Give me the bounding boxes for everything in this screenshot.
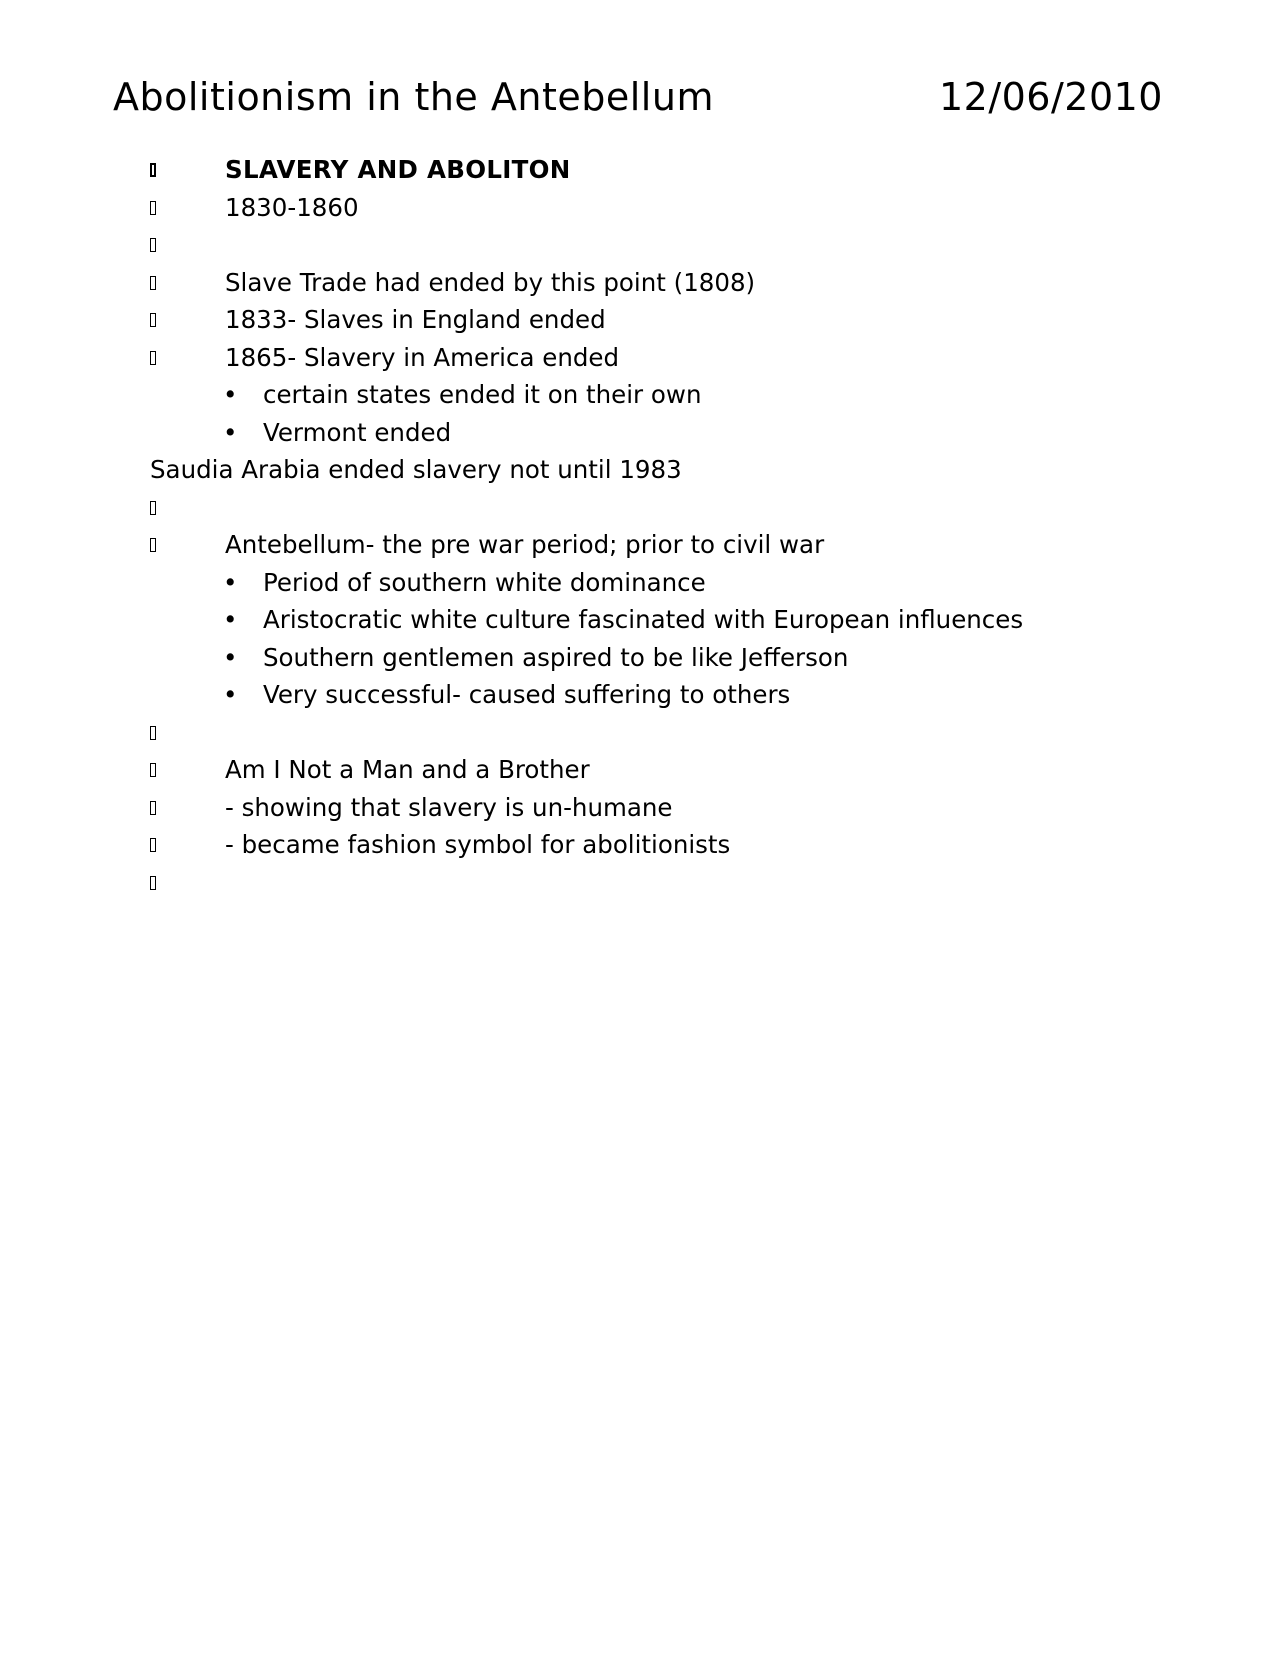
- note-text: Saudia Arabia ended slavery not until 1983: [150, 455, 682, 484]
- document-date: 12/06/2010: [938, 75, 1163, 119]
- note-line: [150, 451, 1210, 489]
- note-line: [150, 526, 1210, 564]
- sub-bullet-item: [150, 414, 1210, 452]
- sub-bullet-item: [150, 601, 1210, 639]
- note-line: [150, 751, 1210, 789]
- note-text: certain states ended it on their own: [263, 380, 702, 409]
- note-text: 1830-1860: [225, 192, 359, 222]
- note-text: Very successful- caused suffering to others: [263, 680, 791, 709]
- note-line: [150, 789, 1210, 827]
- note-line: [150, 301, 1210, 339]
- bullet-dot-icon: •: [223, 642, 238, 672]
- missing-glyph-bullet-icon: [150, 163, 156, 177]
- missing-glyph-bullet-icon: [150, 276, 156, 290]
- document-title: Abolitionism in the Antebellum: [113, 75, 714, 119]
- missing-glyph-bullet-icon: [150, 313, 156, 327]
- note-line: [150, 189, 1210, 227]
- missing-glyph-bullet-icon: [150, 201, 156, 215]
- document-header: [113, 72, 1163, 122]
- note-text: Antebellum- the pre war period; prior to civil war: [225, 530, 825, 559]
- missing-glyph-bullet-icon: [150, 838, 156, 852]
- note-line: [150, 339, 1210, 377]
- missing-glyph-bullet-icon: [150, 238, 156, 252]
- note-text: Period of southern white dominance: [263, 567, 706, 597]
- note-line: [150, 264, 1210, 302]
- note-text: - became fashion symbol for abolitionists: [225, 830, 731, 859]
- note-text: Slave Trade had ended by this point (1808): [225, 267, 756, 297]
- note-line: [150, 151, 1210, 189]
- sub-bullet-item: [150, 564, 1210, 602]
- note-line: [150, 864, 1210, 902]
- note-line: [150, 226, 1210, 264]
- note-line: [150, 714, 1210, 752]
- missing-glyph-bullet-icon: [150, 538, 156, 552]
- note-text: Vermont ended: [263, 417, 452, 447]
- sub-bullet-item: [150, 639, 1210, 677]
- note-text: 1865- Slavery in America ended: [225, 342, 620, 372]
- missing-glyph-bullet-icon: [150, 351, 156, 365]
- bullet-dot-icon: •: [223, 680, 238, 709]
- note-line: [150, 826, 1210, 864]
- sub-bullet-item: [150, 376, 1210, 414]
- missing-glyph-bullet-icon: [150, 501, 156, 515]
- missing-glyph-bullet-icon: [150, 876, 156, 890]
- missing-glyph-bullet-icon: [150, 726, 156, 740]
- sub-bullet-item: [150, 676, 1210, 714]
- bullet-dot-icon: •: [223, 417, 238, 447]
- bullet-dot-icon: •: [223, 380, 238, 409]
- note-text: 1833- Slaves in England ended: [225, 305, 606, 334]
- bullet-dot-icon: •: [223, 567, 238, 597]
- note-line: [150, 489, 1210, 527]
- note-text: - showing that slavery is un-humane: [225, 792, 673, 822]
- missing-glyph-bullet-icon: [150, 763, 156, 777]
- note-text: Aristocratic white culture fascinated with European influences: [263, 605, 1024, 634]
- bullet-dot-icon: •: [223, 605, 238, 634]
- note-text: Am I Not a Man and a Brother: [225, 755, 590, 784]
- notes-body: [150, 151, 1210, 901]
- section-heading: SLAVERY AND ABOLITON: [225, 155, 571, 184]
- missing-glyph-bullet-icon: [150, 801, 156, 815]
- note-text: Southern gentlemen aspired to be like Jefferson: [263, 642, 849, 672]
